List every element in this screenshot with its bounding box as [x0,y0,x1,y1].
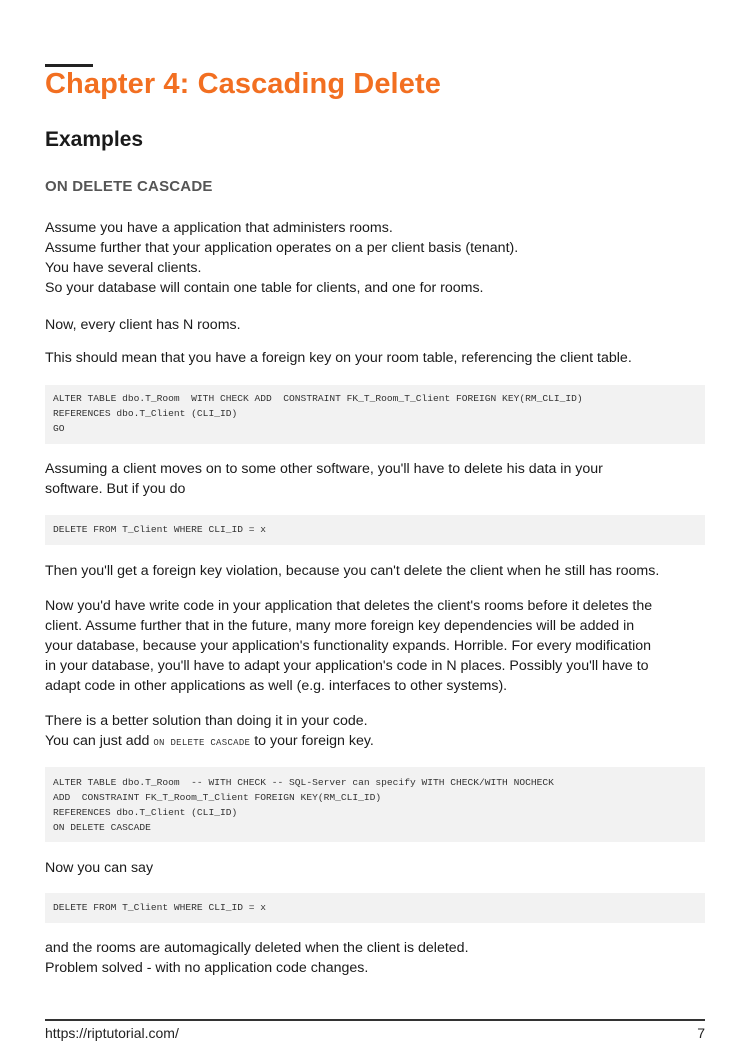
code-block-alter-table [45,385,705,444]
text-line: software. But if you do [45,481,186,497]
code-line: ALTER TABLE dbo.T_Room WITH CHECK ADD CONSTRAINT FK_T_Room_T_Client FOREIGN KEY(RM_CLI_ID) [53,393,583,404]
text-line: adapt code in other applications as well (e.g. interfaces to other systems). [45,678,508,694]
code-line: ALTER TABLE dbo.T_Room -- WITH CHECK -- SQL-Server can specify WITH CHECK/WITH NOCHECK [53,777,554,788]
document-page [45,0,705,1061]
text-line: and the rooms are automagically deleted when the client is deleted. [45,940,469,956]
text-line: client. Assume further that in the future, many more foreign key dependencies will be added in [45,618,635,634]
text-line: in your database, you'll have to adapt your application's code in N places. Possibly you'll have to [45,658,649,674]
text-fragment: You can just add [45,733,154,749]
subsection-title: ON DELETE CASCADE [45,178,213,195]
paragraph-conclusion [45,938,705,978]
text-fragment: to your foreign key. [250,733,374,749]
paragraph-assuming [45,459,705,499]
code-line: REFERENCES dbo.T_Client (CLI_ID) [53,807,238,818]
text-line: You have several clients. [45,260,202,276]
code-line: DELETE FROM T_Client WHERE CLI_ID = x [53,524,267,535]
code-line: DELETE FROM T_Client WHERE CLI_ID = x [53,902,267,913]
code-block-cascade [45,767,705,842]
text-line: So your database will contain one table for clients, and one for rooms. [45,280,484,296]
text-line: There is a better solution than doing it in your code. [45,713,368,729]
chapter-title: Chapter 4: Cascading Delete [45,68,441,100]
footer-link[interactable]: https://riptutorial.com/ [45,1025,179,1041]
section-title: Examples [45,128,144,151]
code-line: ADD CONSTRAINT FK_T_Room_T_Client FOREIGN KEY(RM_CLI_ID) [53,792,382,803]
paragraph-intro [45,218,705,298]
paragraph-foreign-key: This should mean that you have a foreign key on your room table, referencing the client table. [45,350,632,366]
paragraph-better-solution [45,711,705,753]
paragraph-rooms: Now, every client has N rooms. [45,317,241,333]
page-number: 7 [697,1025,705,1041]
text-line: Assuming a client moves on to some other software, you'll have to delete his data in your [45,461,603,477]
code-block-delete [45,515,705,545]
paragraph-now-say: Now you can say [45,860,154,876]
title-accent-bar [45,64,93,67]
code-line: REFERENCES dbo.T_Client (CLI_ID) [53,408,238,419]
paragraph-write-code [45,596,705,696]
text-line: Problem solved - with no application code changes. [45,960,369,976]
paragraph-violation: Then you'll get a foreign key violation, because you can't delete the client when he still has rooms. [45,563,660,579]
inline-code: ON DELETE CASCADE [153,738,251,748]
text-line [45,731,705,753]
code-line: ON DELETE CASCADE [53,822,151,833]
footer-divider [45,1019,705,1021]
text-line: Now you'd have write code in your application that deletes the client's rooms before it deletes the [45,598,653,614]
code-block-delete-again [45,893,705,923]
text-line: your database, because your application's functionality expands. Horrible. For every modification [45,638,652,654]
text-line: Assume you have a application that administers rooms. [45,220,393,236]
code-line: GO [53,423,65,434]
text-line: Assume further that your application operates on a per client basis (tenant). [45,240,519,256]
